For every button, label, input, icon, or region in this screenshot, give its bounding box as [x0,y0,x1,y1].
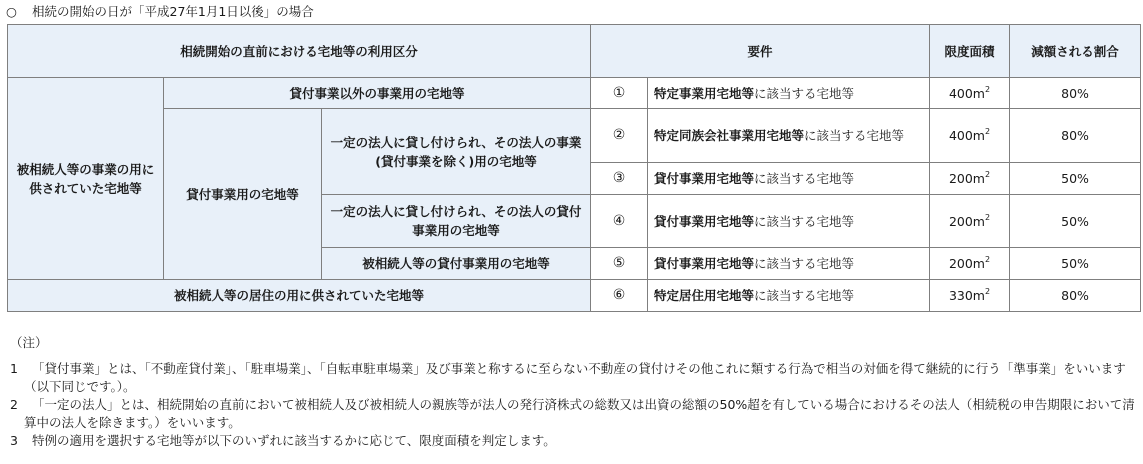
table-row [8,109,1141,163]
requirement-tail: に該当する宅地等 [754,256,855,271]
unit-exponent: 2 [985,287,991,296]
reduction-rate: 80% [1010,280,1141,312]
header-limit: 限度面積 [930,25,1010,78]
header-row [8,25,1141,78]
notes-title: （注） [10,335,48,350]
requirement-tail: に該当する宅地等 [754,171,855,186]
note-number: 2 [10,397,18,412]
unit-exponent: 2 [985,127,991,136]
table-row [8,280,1141,312]
header-usage: 相続開始の直前における宅地等の利用区分 [8,25,591,78]
heading-text: 相続の開始の日が「平成27年1月1日以後」の場合 [32,4,314,19]
row-number: ② [591,109,648,163]
business-group-cell: 被相続人等の事業の用に供されていた宅地等 [8,78,164,280]
note-item [10,432,1140,450]
limit-area: $200m^2$ [930,248,1010,280]
lending-cell: 貸付事業用の宅地等 [164,109,322,280]
requirement-tail: に該当する宅地等 [804,128,905,143]
requirement-tail: に該当する宅地等 [754,288,855,303]
requirement-term: 貸付事業用宅地等 [654,256,755,271]
note-number: 3 [10,433,18,448]
requirement-tail: に該当する宅地等 [754,85,855,101]
row-number: ③ [591,163,648,195]
header-requirement: 要件 [591,25,930,78]
requirement-term: 特定同族会社事業用宅地等 [654,128,805,143]
corp-non-lending-cell: 一定の法人に貸し付けられ、その法人の事業(貸付事業を除く)用の宅地等 [322,109,591,195]
row-number: ① [591,78,648,109]
requirement-term: 貸付事業用宅地等 [654,171,755,186]
note-item [10,360,1140,396]
unit-exponent: 2 [985,212,991,222]
requirement-cell [648,280,930,312]
requirement-term: 貸付事業用宅地等 [654,213,755,229]
requirement-tail: に該当する宅地等 [754,213,855,229]
reduction-rate: 50% [1010,195,1141,248]
reduction-table [7,24,1141,312]
circle-mark: ○ [6,4,17,19]
note-item [10,396,1140,432]
row-number: ④ [591,195,648,248]
requirement-cell [648,78,930,109]
requirement-cell [648,109,930,163]
requirement-cell [648,248,930,280]
unit-exponent: 2 [985,84,991,94]
note-number: 1 [10,361,18,376]
note-text: 特例の適用を選択する宅地等が以下のいずれに該当するかに応じて、限度面積を判定します。 [32,433,556,448]
corp-lending-cell: 一定の法人に貸し付けられ、その法人の貸付事業用の宅地等 [322,195,591,248]
requirement-term: 特定事業用宅地等 [654,85,755,101]
section-heading [6,3,314,21]
table-row [8,78,1141,109]
own-lending-cell: 被相続人等の貸付事業用の宅地等 [322,248,591,280]
requirement-cell [648,195,930,248]
reduction-rate: 50% [1010,248,1141,280]
header-reduction: 減額される割合 [1010,25,1141,78]
note-text: 「貸付事業」とは、「不動産貸付業」、「駐車場業」、「自転車駐車場業」及び事業と称するに至らない不動産の貸付けその他これに類する行為で相当の対価を得て継続的に行う「準事業」をいいます（以下同じです。）。 [24,361,1126,394]
limit-area: $330m^2$ [930,280,1010,312]
non-lending-cell: 貸付事業以外の事業用の宅地等 [164,78,591,109]
reduction-rate: 50% [1010,163,1141,195]
limit-area: $400m^2$ [930,109,1010,163]
note-text: 「一定の法人」とは、相続開始の直前において被相続人及び被相続人の親族等が法人の発行済株式の総数又は出資の総額の50%超を有している場合におけるその法人（相続税の申告期限において清算中の法人を除きます。）をいいます。 [24,397,1135,430]
requirement-term: 特定居住用宅地等 [654,288,755,303]
notes-section [10,334,1140,450]
limit-area: $200m^2$ [930,163,1010,195]
row-number: ⑤ [591,248,648,280]
unit-exponent: 2 [985,255,991,264]
limit-area: $400m^2$ [930,78,1010,109]
reduction-rate: 80% [1010,109,1141,163]
residence-cell: 被相続人等の居住の用に供されていた宅地等 [8,280,591,312]
reduction-rate: 80% [1010,78,1141,109]
row-number: ⑥ [591,280,648,312]
limit-area: $200m^2$ [930,195,1010,248]
unit-exponent: 2 [985,170,991,179]
requirement-cell [648,163,930,195]
